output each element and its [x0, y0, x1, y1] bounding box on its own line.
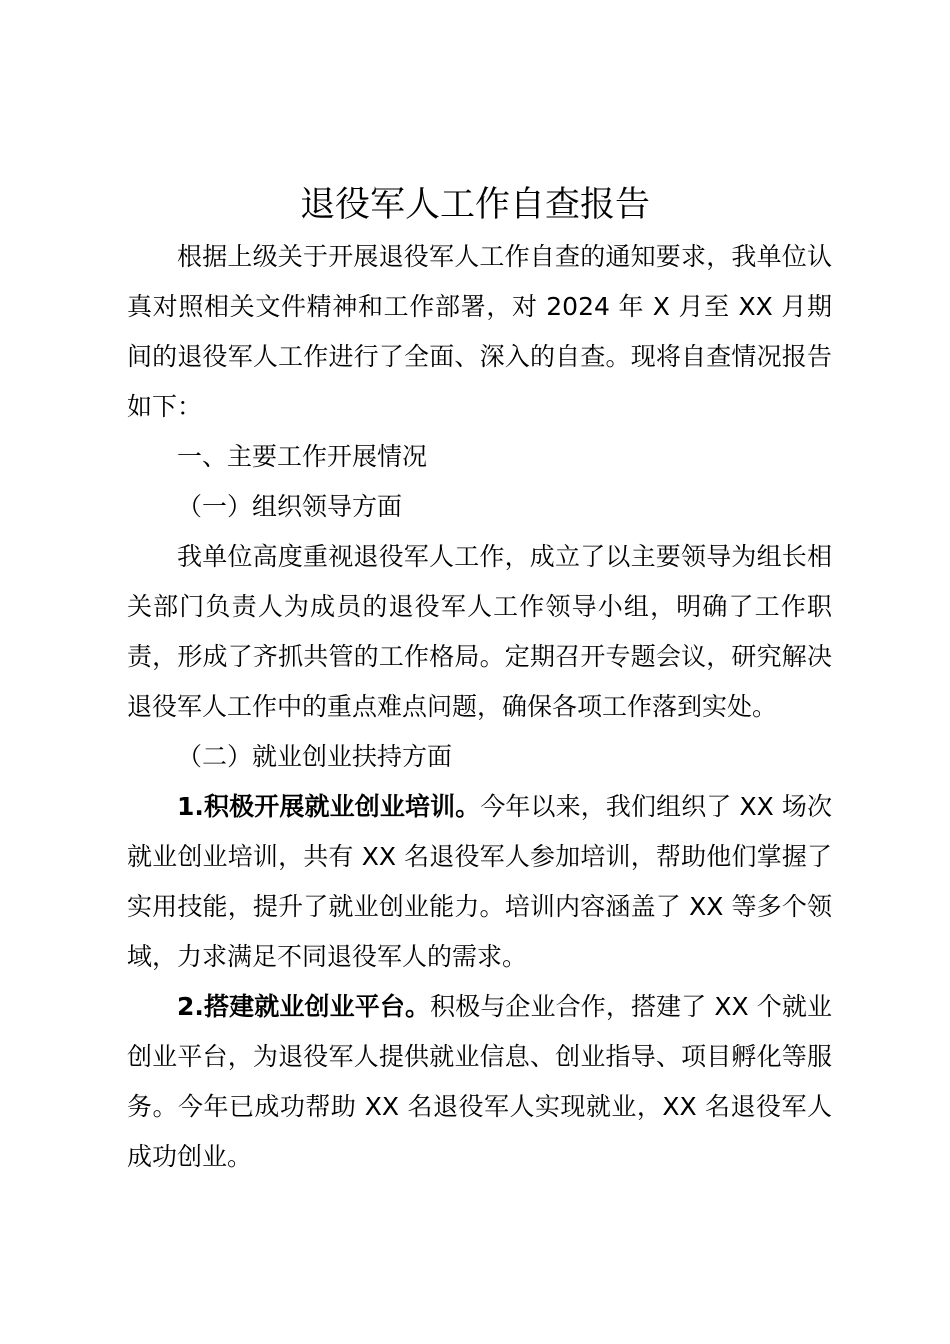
heading-text: （一）组织领导方面 — [177, 492, 403, 521]
subsection-heading-leadership — [127, 482, 832, 532]
paragraph-text: 今年以来，我们组织了 XX 场次就业创业培训，共有 XX 名退役军人参加培训，帮助他们掌握了实用技能，提升了就业创业能力。培训内容涵盖了 XX 等多个领域，力求满足不同退役军人的需求。 — [127, 792, 832, 971]
paragraph-text: 我单位高度重视退役军人工作，成立了以主要领导为组长相关部门负责人为成员的退役军人工作领导小组，明确了工作职责，形成了齐抓共管的工作格局。定期召开专题会议，研究解决退役军人工作中的重点难点问题，确保各项工作落到实处。 — [127, 542, 832, 721]
training-paragraph — [127, 782, 832, 982]
heading-text: （二）就业创业扶持方面 — [177, 742, 453, 771]
paragraph-text: 根据上级关于开展退役军人工作自查的通知要求，我单位认真对照相关文件精神和工作部署，对 2024 年 X 月至 XX 月期间的退役军人工作进行了全面、深入的自查。现将自查情况报告如下： — [127, 242, 832, 421]
section-heading-main-work — [127, 432, 832, 482]
paragraph-lead: 1.积极开展就业创业培训。 — [177, 792, 481, 821]
intro-paragraph — [127, 232, 832, 432]
document-body — [127, 232, 832, 1182]
paragraph-lead: 2.搭建就业创业平台。 — [177, 992, 431, 1021]
paragraph-text: 积极与企业合作，搭建了 XX 个就业创业平台，为退役军人提供就业信息、创业指导、项目孵化等服务。今年已成功帮助 XX 名退役军人实现就业，XX 名退役军人成功创业。 — [127, 992, 832, 1171]
heading-text: 一、主要工作开展情况 — [177, 442, 428, 471]
platform-paragraph — [127, 982, 832, 1182]
subsection-heading-employment — [127, 732, 832, 782]
document-title: 退役军人工作自查报告 — [299, 185, 650, 225]
leadership-paragraph — [127, 532, 832, 732]
